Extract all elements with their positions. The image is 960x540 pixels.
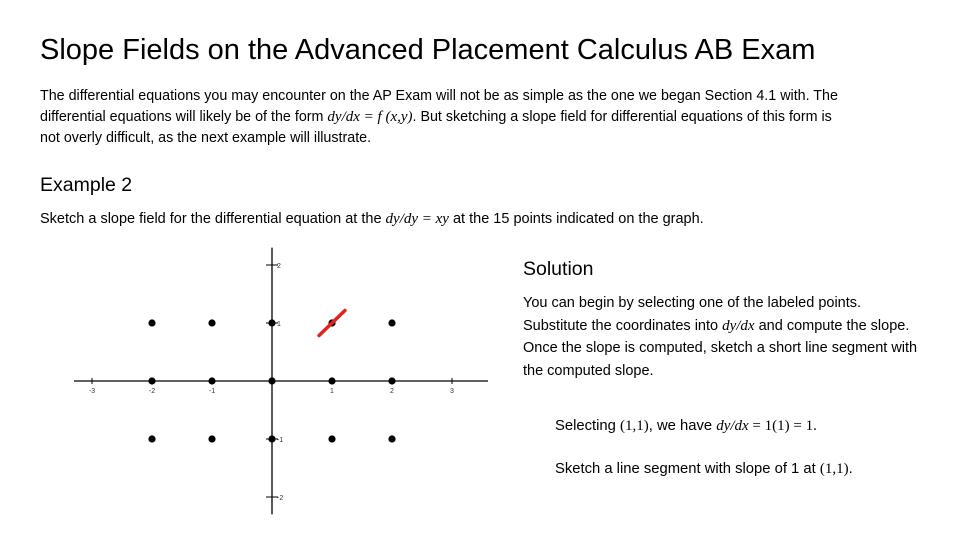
graph-slope-segments — [319, 310, 345, 335]
solution-formula: dy/dx — [722, 317, 755, 334]
data-point — [148, 319, 155, 326]
selection-text-3: = 1(1) = 1. — [748, 418, 817, 434]
data-point — [388, 435, 395, 442]
intro-text-2: . But sketching a slope field for differential equations of this form is not overly difficult, as the next example will illustrate. — [40, 109, 832, 146]
sketch-line — [555, 461, 853, 478]
solution-heading: Solution — [523, 258, 594, 280]
data-point — [328, 435, 335, 442]
data-point — [268, 377, 275, 384]
intro-formula: dy/dx = f (x,y) — [327, 109, 413, 125]
graph-axes — [74, 248, 488, 515]
prompt-text-1: Sketch a slope field for the differential equation at the — [40, 211, 386, 227]
page-title: Slope Fields on the Advanced Placement Calculus AB Exam — [40, 34, 816, 66]
prompt-text-2: at the 15 points indicated on the graph. — [448, 211, 704, 227]
y-tick-label: -2 — [277, 495, 284, 502]
data-point — [268, 435, 275, 442]
y-tick-label: -1 — [277, 437, 284, 444]
selection-point: (1,1) — [619, 418, 649, 434]
x-tick-label: -3 — [88, 388, 96, 395]
data-point — [328, 377, 335, 384]
sketch-point: (1,1) — [819, 461, 849, 477]
x-tick-label: 3 — [450, 388, 454, 395]
prompt-formula: dy/dy = xy — [385, 211, 449, 227]
sketch-text-2: . — [848, 461, 853, 477]
x-tick-label: 2 — [390, 388, 394, 395]
x-tick-label: 1 — [330, 388, 334, 395]
sketch-text-1: Sketch a line segment with slope of 1 at — [555, 461, 820, 477]
y-tick-label: 2 — [277, 263, 281, 270]
y-tick-label: 1 — [277, 321, 281, 328]
data-point — [208, 319, 215, 326]
example-heading: Example 2 — [40, 174, 133, 196]
data-point — [148, 435, 155, 442]
data-point — [388, 377, 395, 384]
slope-segment — [319, 310, 345, 335]
data-point — [268, 319, 275, 326]
data-point — [208, 435, 215, 442]
x-tick-label: -1 — [208, 388, 216, 395]
data-point — [388, 319, 395, 326]
solution-body — [523, 292, 923, 382]
selection-formula: dy/dx — [716, 418, 749, 434]
data-point — [148, 377, 155, 384]
selection-line — [555, 418, 817, 435]
solution-text-1: You can begin by selecting one of the labeled points. Substitute the coordinates into — [523, 295, 862, 334]
selection-text-1: Selecting — [555, 418, 620, 434]
selection-text-2: , we have — [648, 418, 717, 434]
data-point — [208, 377, 215, 384]
x-tick-label: -2 — [148, 388, 156, 395]
solution-text-2: and compute the slope. Once the slope is computed, sketch a short line segment with the computed slope. — [523, 317, 918, 379]
intro-text-1: The differential equations you may encounter on the AP Exam will not be as simple as the one we began Section 4.1 with. The differential equations will likely be of the form — [40, 88, 838, 125]
